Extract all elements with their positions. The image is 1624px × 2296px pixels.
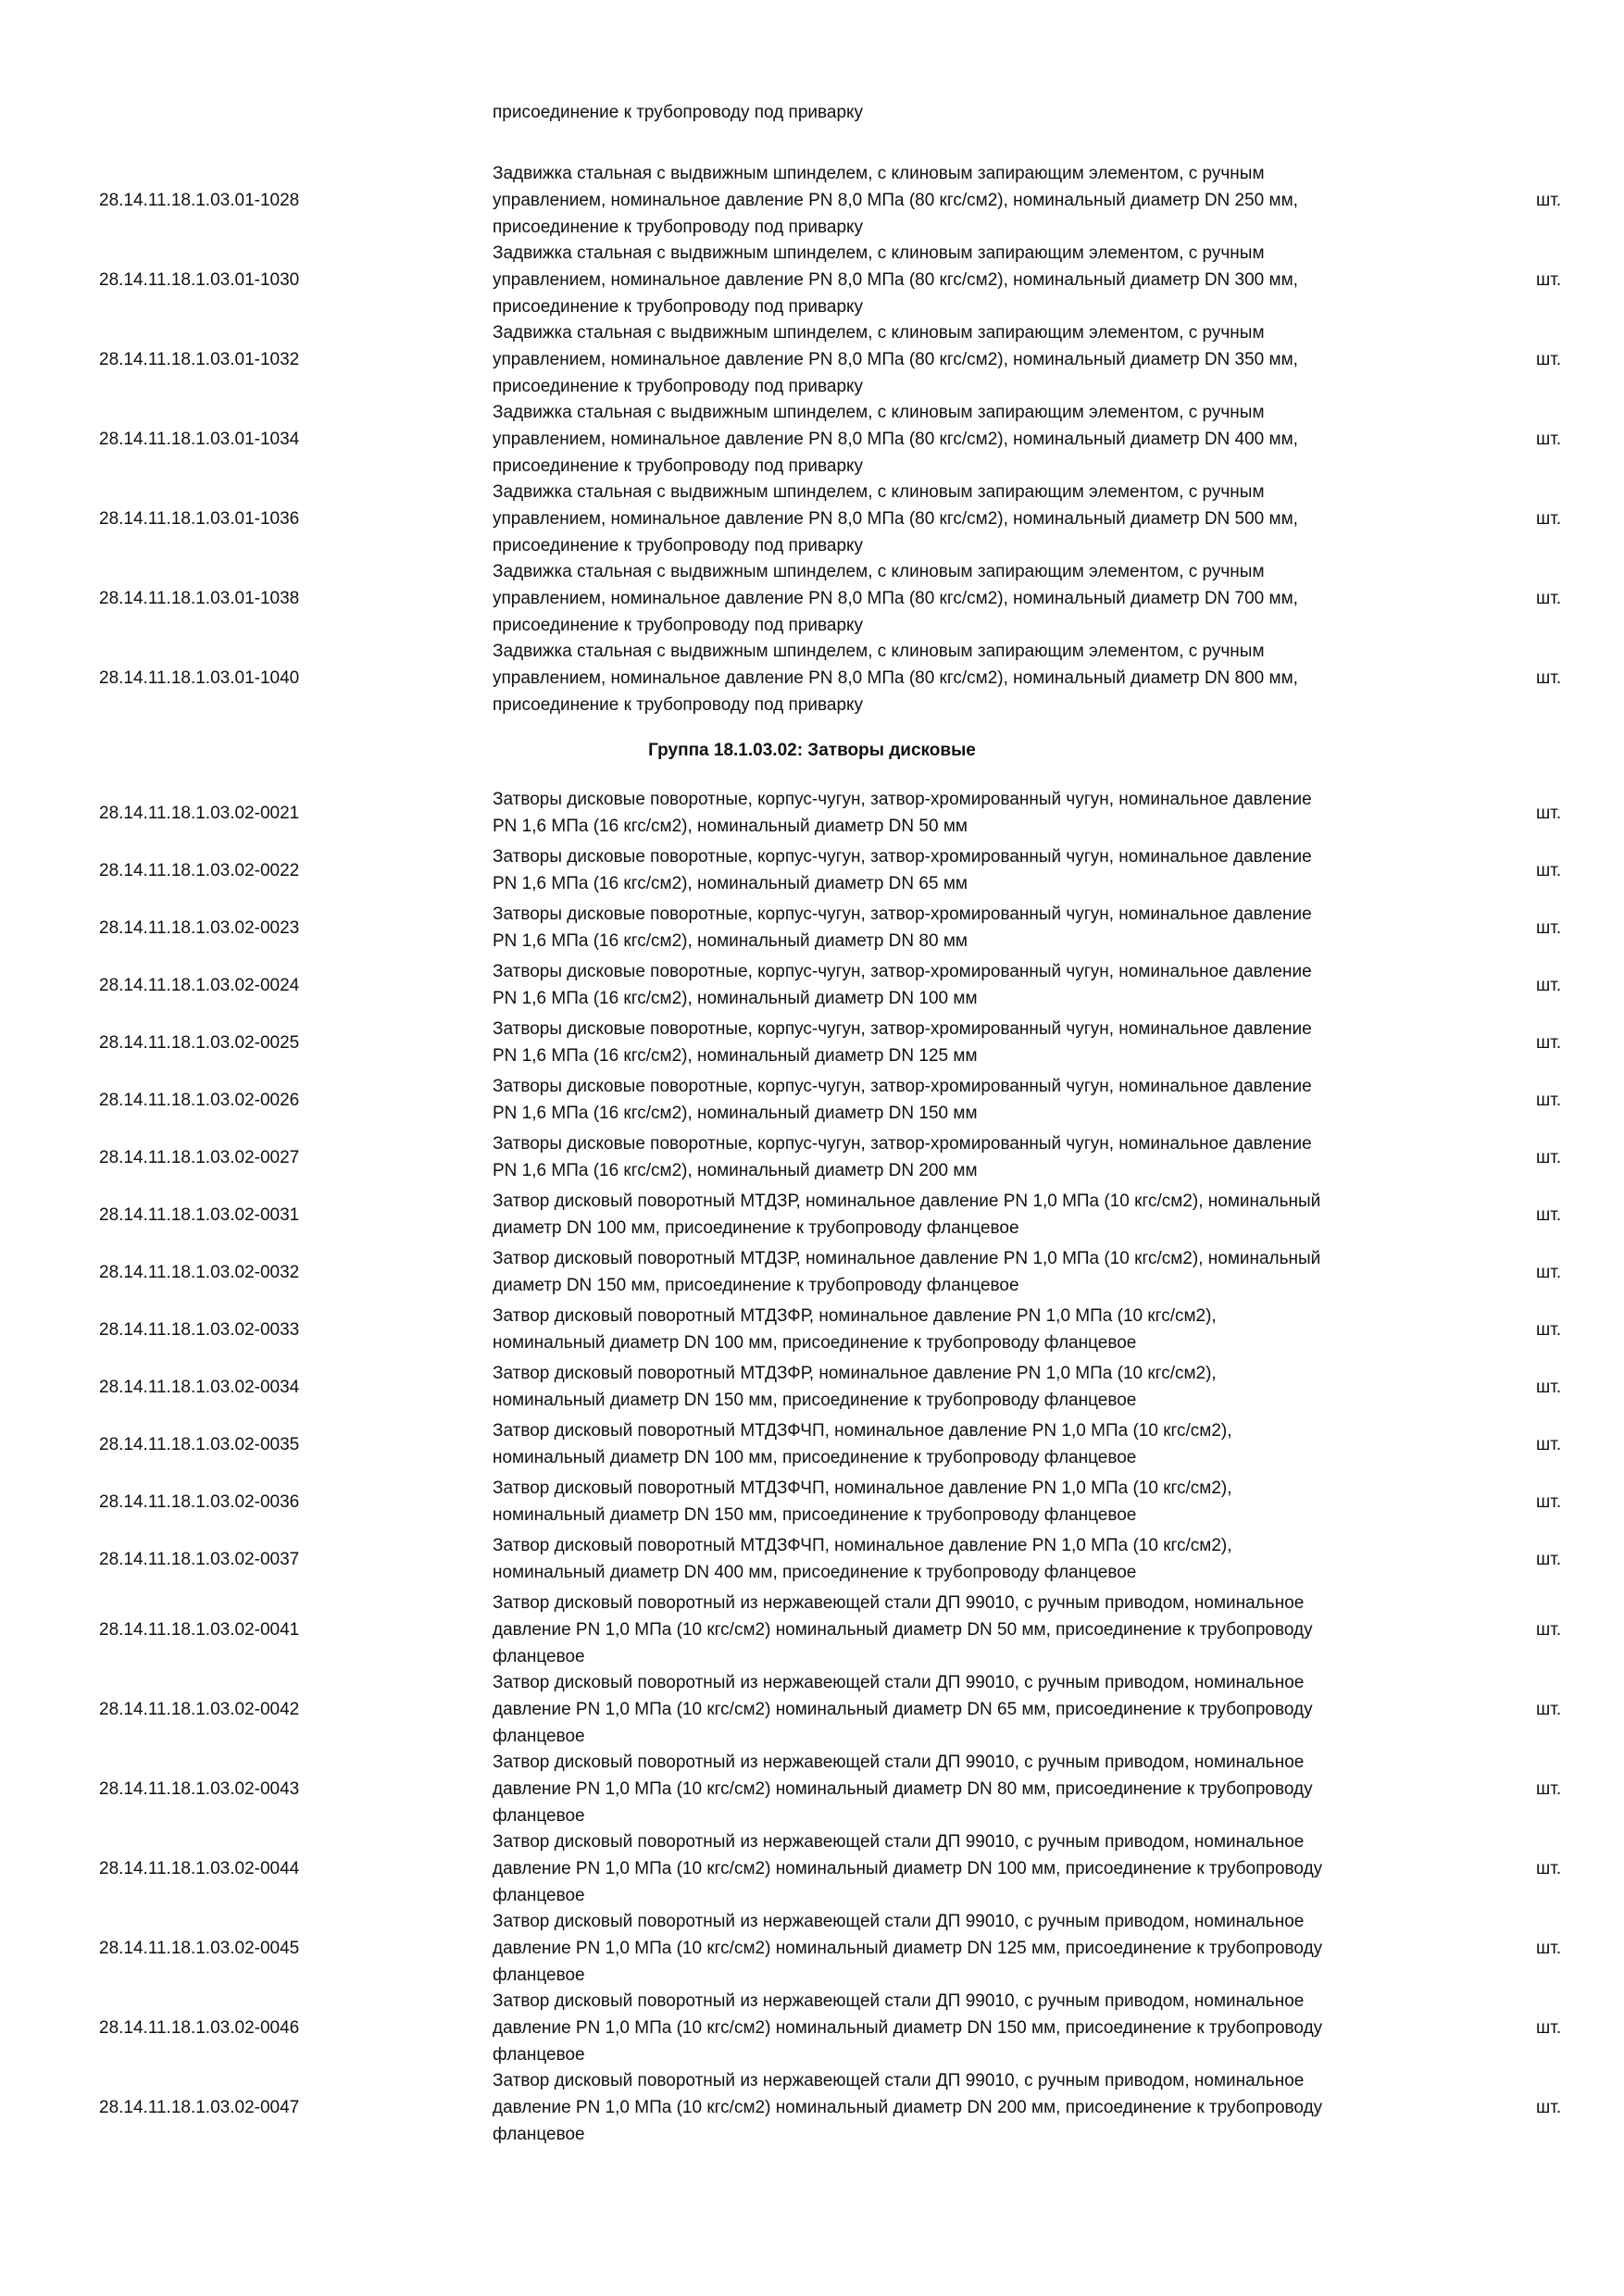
unit-of-measure: шт. xyxy=(1536,1434,1562,1454)
table-row xyxy=(0,1590,1624,1670)
description-line: управлением, номинальное давление PN 8,0 МПа (80 кгс/см2), номинальный диаметр DN 500 мм, xyxy=(493,509,1298,529)
table-row xyxy=(0,160,1624,241)
description-line: давление PN 1,0 МПа (10 кгс/см2) номинальный диаметр DN 50 мм, присоединение к трубопроводу xyxy=(493,1620,1313,1640)
unit-of-measure: шт. xyxy=(1536,589,1562,608)
unit-of-measure: шт. xyxy=(1536,509,1562,529)
resource-code: 28.14.11.18.1.03.02-0027 xyxy=(99,1147,300,1167)
table-row xyxy=(0,1417,1624,1471)
description-line: управлением, номинальное давление PN 8,0 МПа (80 кгс/см2), номинальный диаметр DN 300 мм, xyxy=(493,270,1298,290)
resource-code: 28.14.11.18.1.03.02-0042 xyxy=(99,1700,300,1719)
description-line: PN 1,6 МПа (16 кгс/см2), номинальный диаметр DN 50 мм xyxy=(493,817,968,836)
description-line: давление PN 1,0 МПа (10 кгс/см2) номинальный диаметр DN 125 мм, присоединение к трубопроводу xyxy=(493,1939,1323,1958)
resource-code: 28.14.11.18.1.03.02-0031 xyxy=(99,1204,300,1225)
table-row xyxy=(0,1245,1624,1299)
description-line: Затвор дисковый поворотный МТДЗР, номинальное давление PN 1,0 МПа (10 кгс/см2), номинальный xyxy=(493,1192,1321,1211)
resource-code: 28.14.11.18.1.03.02-0023 xyxy=(99,917,300,938)
resource-code: 28.14.11.18.1.03.02-0025 xyxy=(99,1032,300,1053)
resource-description xyxy=(493,1828,1483,1909)
resource-code: 28.14.11.18.1.03.02-0044 xyxy=(99,1859,300,1878)
resource-description xyxy=(493,1417,1483,1471)
resource-code: 28.14.11.18.1.03.02-0022 xyxy=(99,860,300,880)
unit-of-measure: шт. xyxy=(1536,1319,1562,1340)
resource-description xyxy=(493,1073,1483,1127)
resource-code: 28.14.11.18.1.03.02-0036 xyxy=(99,1491,300,1512)
resource-code: 28.14.11.18.1.03.01-1028 xyxy=(99,191,300,210)
description-line: фланцевое xyxy=(493,1965,585,1985)
resource-code: 28.14.11.18.1.03.02-0032 xyxy=(99,1262,300,1282)
resource-code: 28.14.11.18.1.03.02-0043 xyxy=(99,1779,300,1799)
resource-description xyxy=(493,901,1483,955)
resource-description xyxy=(493,1749,1483,1829)
resource-description xyxy=(493,2067,1483,2148)
resource-description xyxy=(493,1130,1483,1184)
description-line: Затворы дисковые поворотные, корпус-чугун, затвор-хромированный чугун, номинальное давление xyxy=(493,1019,1312,1039)
description-line: фланцевое xyxy=(493,1806,585,1826)
description-line: фланцевое xyxy=(493,1727,585,1746)
unit-of-measure: шт. xyxy=(1536,917,1562,938)
resource-description xyxy=(493,1908,1483,1989)
resource-code: 28.14.11.18.1.03.02-0045 xyxy=(99,1939,300,1958)
description-line: Задвижка стальная с выдвижным шпинделем, с клиновым запирающим элементом, с ручным xyxy=(493,642,1265,661)
description-line: фланцевое xyxy=(493,1647,585,1666)
unit-of-measure: шт. xyxy=(1536,2098,1562,2117)
resource-description xyxy=(493,1988,1483,2068)
description-line: номинальный диаметр DN 100 мм, присоединение к трубопроводу фланцевое xyxy=(493,1333,1137,1353)
resource-code: 28.14.11.18.1.03.02-0041 xyxy=(99,1620,300,1640)
description-line: Затвор дисковый поворотный МТДЗФЧП, номинальное давление PN 1,0 МПа (10 кгс/см2), xyxy=(493,1421,1232,1441)
unit-of-measure: шт. xyxy=(1536,1939,1562,1958)
resource-code: 28.14.11.18.1.03.02-0037 xyxy=(99,1549,300,1569)
unit-of-measure: шт. xyxy=(1536,975,1562,995)
description-line: Затворы дисковые поворотные, корпус-чугун, затвор-хромированный чугун, номинальное давление xyxy=(493,1077,1312,1096)
resource-code: 28.14.11.18.1.03.01-1030 xyxy=(99,270,300,290)
description-line: Затвор дисковый поворотный из нержавеющей стали ДП 99010, с ручным приводом, номинальное xyxy=(493,2071,1305,2090)
description-line: Затворы дисковые поворотные, корпус-чугун, затвор-хромированный чугун, номинальное давление xyxy=(493,790,1312,809)
description-line: Затвор дисковый поворотный МТДЗФР, номинальное давление PN 1,0 МПа (10 кгс/см2), xyxy=(493,1306,1217,1326)
continuation-text: присоединение к трубопроводу под приварку xyxy=(493,103,864,122)
description-line: давление PN 1,0 МПа (10 кгс/см2) номинальный диаметр DN 100 мм, присоединение к трубопроводу xyxy=(493,1859,1323,1878)
description-line: Затвор дисковый поворотный из нержавеющей стали ДП 99010, с ручным приводом, номинальное xyxy=(493,1753,1305,1772)
description-line: Задвижка стальная с выдвижным шпинделем, с клиновым запирающим элементом, с ручным xyxy=(493,403,1265,422)
description-line: номинальный диаметр DN 150 мм, присоединение к трубопроводу фланцевое xyxy=(493,1505,1137,1525)
table-row xyxy=(0,1188,1624,1242)
description-line: Затворы дисковые поворотные, корпус-чугун, затвор-хромированный чугун, номинальное давление xyxy=(493,1134,1312,1154)
table-row xyxy=(0,2067,1624,2148)
description-line: давление PN 1,0 МПа (10 кгс/см2) номинальный диаметр DN 80 мм, присоединение к трубопроводу xyxy=(493,1779,1313,1799)
unit-of-measure: шт. xyxy=(1536,1147,1562,1167)
resource-description xyxy=(493,1360,1483,1414)
description-line: управлением, номинальное давление PN 8,0 МПа (80 кгс/см2), номинальный диаметр DN 250 мм, xyxy=(493,191,1298,210)
table-row xyxy=(0,1475,1624,1529)
description-line: управлением, номинальное давление PN 8,0 МПа (80 кгс/см2), номинальный диаметр DN 400 мм, xyxy=(493,430,1298,449)
resource-description xyxy=(493,638,1483,718)
resource-code: 28.14.11.18.1.03.02-0021 xyxy=(99,803,300,823)
resource-description xyxy=(493,319,1483,400)
description-line: управлением, номинальное давление PN 8,0 МПа (80 кгс/см2), номинальный диаметр DN 800 мм, xyxy=(493,668,1298,688)
resource-code: 28.14.11.18.1.03.01-1036 xyxy=(99,509,300,529)
unit-of-measure: шт. xyxy=(1536,1491,1562,1512)
description-line: PN 1,6 МПа (16 кгс/см2), номинальный диаметр DN 65 мм xyxy=(493,874,968,893)
description-line: PN 1,6 МПа (16 кгс/см2), номинальный диаметр DN 200 мм xyxy=(493,1161,978,1180)
resource-description xyxy=(493,1245,1483,1299)
resource-description xyxy=(493,1590,1483,1670)
table-row xyxy=(0,399,1624,480)
description-line: Затворы дисковые поворотные, корпус-чугун, затвор-хромированный чугун, номинальное давление xyxy=(493,962,1312,981)
resource-code: 28.14.11.18.1.03.01-1032 xyxy=(99,350,300,369)
description-line: управлением, номинальное давление PN 8,0 МПа (80 кгс/см2), номинальный диаметр DN 700 мм, xyxy=(493,589,1298,608)
description-line: Затвор дисковый поворотный МТДЗФР, номинальное давление PN 1,0 МПа (10 кгс/см2), xyxy=(493,1364,1217,1383)
table-row xyxy=(0,786,1624,840)
unit-of-measure: шт. xyxy=(1536,1620,1562,1640)
unit-of-measure: шт. xyxy=(1536,803,1562,823)
description-line: фланцевое xyxy=(493,2125,585,2144)
resource-description xyxy=(493,843,1483,897)
resource-description xyxy=(493,1016,1483,1069)
resource-description xyxy=(493,1188,1483,1242)
resource-code: 28.14.11.18.1.03.02-0035 xyxy=(99,1434,300,1454)
description-line: Задвижка стальная с выдвижным шпинделем, с клиновым запирающим элементом, с ручным xyxy=(493,243,1265,263)
resource-code: 28.14.11.18.1.03.02-0033 xyxy=(99,1319,300,1340)
table-row xyxy=(0,1532,1624,1586)
description-line: управлением, номинальное давление PN 8,0 МПа (80 кгс/см2), номинальный диаметр DN 350 мм, xyxy=(493,350,1298,369)
description-line: Затвор дисковый поворотный из нержавеющей стали ДП 99010, с ручным приводом, номинальное xyxy=(493,1912,1305,1931)
description-line: Затворы дисковые поворотные, корпус-чугун, затвор-хромированный чугун, номинальное давление xyxy=(493,847,1312,867)
resource-description xyxy=(493,1475,1483,1529)
resource-code: 28.14.11.18.1.03.02-0026 xyxy=(99,1090,300,1110)
table-row xyxy=(0,1073,1624,1127)
group-heading: Группа 18.1.03.02: Затворы дисковые xyxy=(648,741,976,760)
description-line: PN 1,6 МПа (16 кгс/см2), номинальный диаметр DN 100 мм xyxy=(493,989,978,1008)
resource-code: 28.14.11.18.1.03.02-0024 xyxy=(99,975,300,995)
table-row xyxy=(0,240,1624,320)
unit-of-measure: шт. xyxy=(1536,1262,1562,1282)
resource-description xyxy=(493,399,1483,480)
unit-of-measure: шт. xyxy=(1536,1032,1562,1053)
resource-description xyxy=(493,786,1483,840)
resource-code: 28.14.11.18.1.03.02-0046 xyxy=(99,2018,300,2038)
table-row xyxy=(0,1749,1624,1829)
description-line: Задвижка стальная с выдвижным шпинделем, с клиновым запирающим элементом, с ручным xyxy=(493,164,1265,183)
unit-of-measure: шт. xyxy=(1536,860,1562,880)
description-line: Затвор дисковый поворотный МТДЗР, номинальное давление PN 1,0 МПа (10 кгс/см2), номинальный xyxy=(493,1249,1321,1268)
table-row xyxy=(0,1016,1624,1069)
resource-description xyxy=(493,558,1483,639)
table-row xyxy=(0,1303,1624,1356)
unit-of-measure: шт. xyxy=(1536,191,1562,210)
table-row xyxy=(0,1669,1624,1750)
table-row xyxy=(0,1360,1624,1414)
resource-description xyxy=(493,1669,1483,1750)
unit-of-measure: шт. xyxy=(1536,1549,1562,1569)
unit-of-measure: шт. xyxy=(1536,2018,1562,2038)
description-line: Затвор дисковый поворотный из нержавеющей стали ДП 99010, с ручным приводом, номинальное xyxy=(493,1991,1305,2011)
table-row xyxy=(0,843,1624,897)
unit-of-measure: шт. xyxy=(1536,270,1562,290)
resource-description xyxy=(493,958,1483,1012)
description-line: PN 1,6 МПа (16 кгс/см2), номинальный диаметр DN 125 мм xyxy=(493,1046,978,1066)
description-line: присоединение к трубопроводу под приварку xyxy=(493,218,864,237)
description-line: давление PN 1,0 МПа (10 кгс/см2) номинальный диаметр DN 200 мм, присоединение к трубопроводу xyxy=(493,2098,1323,2117)
resource-code: 28.14.11.18.1.03.02-0034 xyxy=(99,1377,300,1397)
description-line: присоединение к трубопроводу под приварку xyxy=(493,297,864,317)
description-line: Затвор дисковый поворотный из нержавеющей стали ДП 99010, с ручным приводом, номинальное xyxy=(493,1593,1305,1613)
table-row xyxy=(0,901,1624,955)
resource-description xyxy=(493,160,1483,241)
resource-description xyxy=(493,479,1483,559)
unit-of-measure: шт. xyxy=(1536,430,1562,449)
description-line: Затвор дисковый поворотный МТДЗФЧП, номинальное давление PN 1,0 МПа (10 кгс/см2), xyxy=(493,1536,1232,1555)
description-line: Задвижка стальная с выдвижным шпинделем, с клиновым запирающим элементом, с ручным xyxy=(493,323,1265,343)
table-row xyxy=(0,479,1624,559)
unit-of-measure: шт. xyxy=(1536,1090,1562,1110)
description-line: присоединение к трубопроводу под приварку xyxy=(493,536,864,555)
description-line: PN 1,6 МПа (16 кгс/см2), номинальный диаметр DN 150 мм xyxy=(493,1104,978,1123)
unit-of-measure: шт. xyxy=(1536,1204,1562,1225)
table-row xyxy=(0,1908,1624,1989)
description-line: Затвор дисковый поворотный МТДЗФЧП, номинальное давление PN 1,0 МПа (10 кгс/см2), xyxy=(493,1479,1232,1498)
description-line: номинальный диаметр DN 400 мм, присоединение к трубопроводу фланцевое xyxy=(493,1563,1137,1582)
description-line: PN 1,6 МПа (16 кгс/см2), номинальный диаметр DN 80 мм xyxy=(493,931,968,951)
description-line: фланцевое xyxy=(493,2045,585,2065)
table-row xyxy=(0,1130,1624,1184)
resource-code: 28.14.11.18.1.03.01-1038 xyxy=(99,589,300,608)
description-line: присоединение к трубопроводу под приварку xyxy=(493,456,864,476)
description-line: Затвор дисковый поворотный из нержавеющей стали ДП 99010, с ручным приводом, номинальное xyxy=(493,1832,1305,1852)
unit-of-measure: шт. xyxy=(1536,1377,1562,1397)
unit-of-measure: шт. xyxy=(1536,350,1562,369)
description-line: номинальный диаметр DN 150 мм, присоединение к трубопроводу фланцевое xyxy=(493,1391,1137,1410)
unit-of-measure: шт. xyxy=(1536,668,1562,688)
unit-of-measure: шт. xyxy=(1536,1859,1562,1878)
resource-description xyxy=(493,1303,1483,1356)
description-line: присоединение к трубопроводу под приварку xyxy=(493,616,864,635)
table-row xyxy=(0,319,1624,400)
resource-code: 28.14.11.18.1.03.01-1040 xyxy=(99,668,300,688)
description-line: давление PN 1,0 МПа (10 кгс/см2) номинальный диаметр DN 65 мм, присоединение к трубопроводу xyxy=(493,1700,1313,1719)
description-line: Задвижка стальная с выдвижным шпинделем, с клиновым запирающим элементом, с ручным xyxy=(493,482,1265,502)
table-row xyxy=(0,958,1624,1012)
table-row xyxy=(0,1828,1624,1909)
description-line: диаметр DN 100 мм, присоединение к трубопроводу фланцевое xyxy=(493,1218,1019,1238)
description-line: Затворы дисковые поворотные, корпус-чугун, затвор-хромированный чугун, номинальное давление xyxy=(493,905,1312,924)
description-line: Затвор дисковый поворотный из нержавеющей стали ДП 99010, с ручным приводом, номинальное xyxy=(493,1673,1305,1692)
description-line: давление PN 1,0 МПа (10 кгс/см2) номинальный диаметр DN 150 мм, присоединение к трубопроводу xyxy=(493,2018,1323,2038)
description-line: присоединение к трубопроводу под приварку xyxy=(493,377,864,396)
resource-description xyxy=(493,240,1483,320)
table-row xyxy=(0,638,1624,718)
description-line: Задвижка стальная с выдвижным шпинделем, с клиновым запирающим элементом, с ручным xyxy=(493,562,1265,581)
resource-code: 28.14.11.18.1.03.01-1034 xyxy=(99,430,300,449)
resource-description xyxy=(493,1532,1483,1586)
table-row xyxy=(0,558,1624,639)
description-line: фланцевое xyxy=(493,1886,585,1905)
table-row xyxy=(0,1988,1624,2068)
resource-code: 28.14.11.18.1.03.02-0047 xyxy=(99,2098,300,2117)
unit-of-measure: шт. xyxy=(1536,1700,1562,1719)
unit-of-measure: шт. xyxy=(1536,1779,1562,1799)
description-line: диаметр DN 150 мм, присоединение к трубопроводу фланцевое xyxy=(493,1276,1019,1295)
description-line: присоединение к трубопроводу под приварку xyxy=(493,695,864,715)
description-line: номинальный диаметр DN 100 мм, присоединение к трубопроводу фланцевое xyxy=(493,1448,1137,1467)
